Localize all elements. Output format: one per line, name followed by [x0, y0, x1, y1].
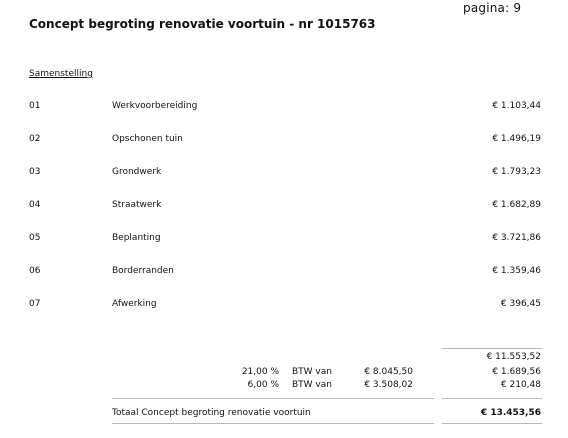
vat-rate: 6,00 % [247, 380, 279, 390]
item-code: 03 [29, 167, 41, 177]
vat-label: BTW van [292, 367, 332, 377]
section-heading: Samenstelling [29, 69, 93, 79]
line-item [0, 200, 568, 214]
item-description: Afwerking [112, 299, 157, 309]
total-label-divider [112, 398, 434, 399]
item-description: Beplanting [112, 233, 161, 243]
item-amount: € 1.359,46 [492, 266, 541, 276]
item-description: Straatwerk [112, 200, 162, 210]
line-item [0, 134, 568, 148]
vat-base: € 3.508,02 [364, 380, 413, 390]
item-code: 05 [29, 233, 41, 243]
vat-amount: € 1.689,56 [492, 367, 541, 377]
line-item [0, 167, 568, 181]
item-description: Grondwerk [112, 167, 162, 177]
total-label-underline [112, 423, 434, 424]
item-amount: € 1.103,44 [492, 101, 541, 111]
item-code: 01 [29, 101, 41, 111]
total-label: Totaal Concept begroting renovatie voortuin [112, 408, 311, 418]
total-amount-underline [442, 423, 542, 424]
item-amount: € 1.682,89 [492, 200, 541, 210]
vat-rate: 21,00 % [241, 367, 279, 377]
item-code: 07 [29, 299, 41, 309]
total-amount-divider [442, 398, 542, 399]
line-item [0, 101, 568, 115]
page-number: pagina: 9 [463, 1, 522, 15]
total-amount: € 13.453,56 [480, 408, 541, 418]
item-description: Opschonen tuin [112, 134, 183, 144]
item-code: 04 [29, 200, 41, 210]
subtotal-divider [442, 348, 542, 349]
document-title: Concept begroting renovatie voortuin - nr 1015763 [29, 17, 376, 31]
vat-base: € 8.045,50 [364, 367, 413, 377]
item-amount: € 396,45 [500, 299, 541, 309]
subtotal-amount: € 11.553,52 [486, 352, 541, 362]
line-item [0, 299, 568, 313]
line-item [0, 266, 568, 280]
item-amount: € 1.793,23 [492, 167, 541, 177]
line-item [0, 233, 568, 247]
vat-label: BTW van [292, 380, 332, 390]
item-description: Werkvoorbereiding [112, 101, 198, 111]
item-description: Borderranden [112, 266, 174, 276]
item-amount: € 1.496,19 [492, 134, 541, 144]
item-code: 06 [29, 266, 41, 276]
item-code: 02 [29, 134, 41, 144]
vat-amount: € 210,48 [500, 380, 541, 390]
item-amount: € 3.721,86 [492, 233, 541, 243]
